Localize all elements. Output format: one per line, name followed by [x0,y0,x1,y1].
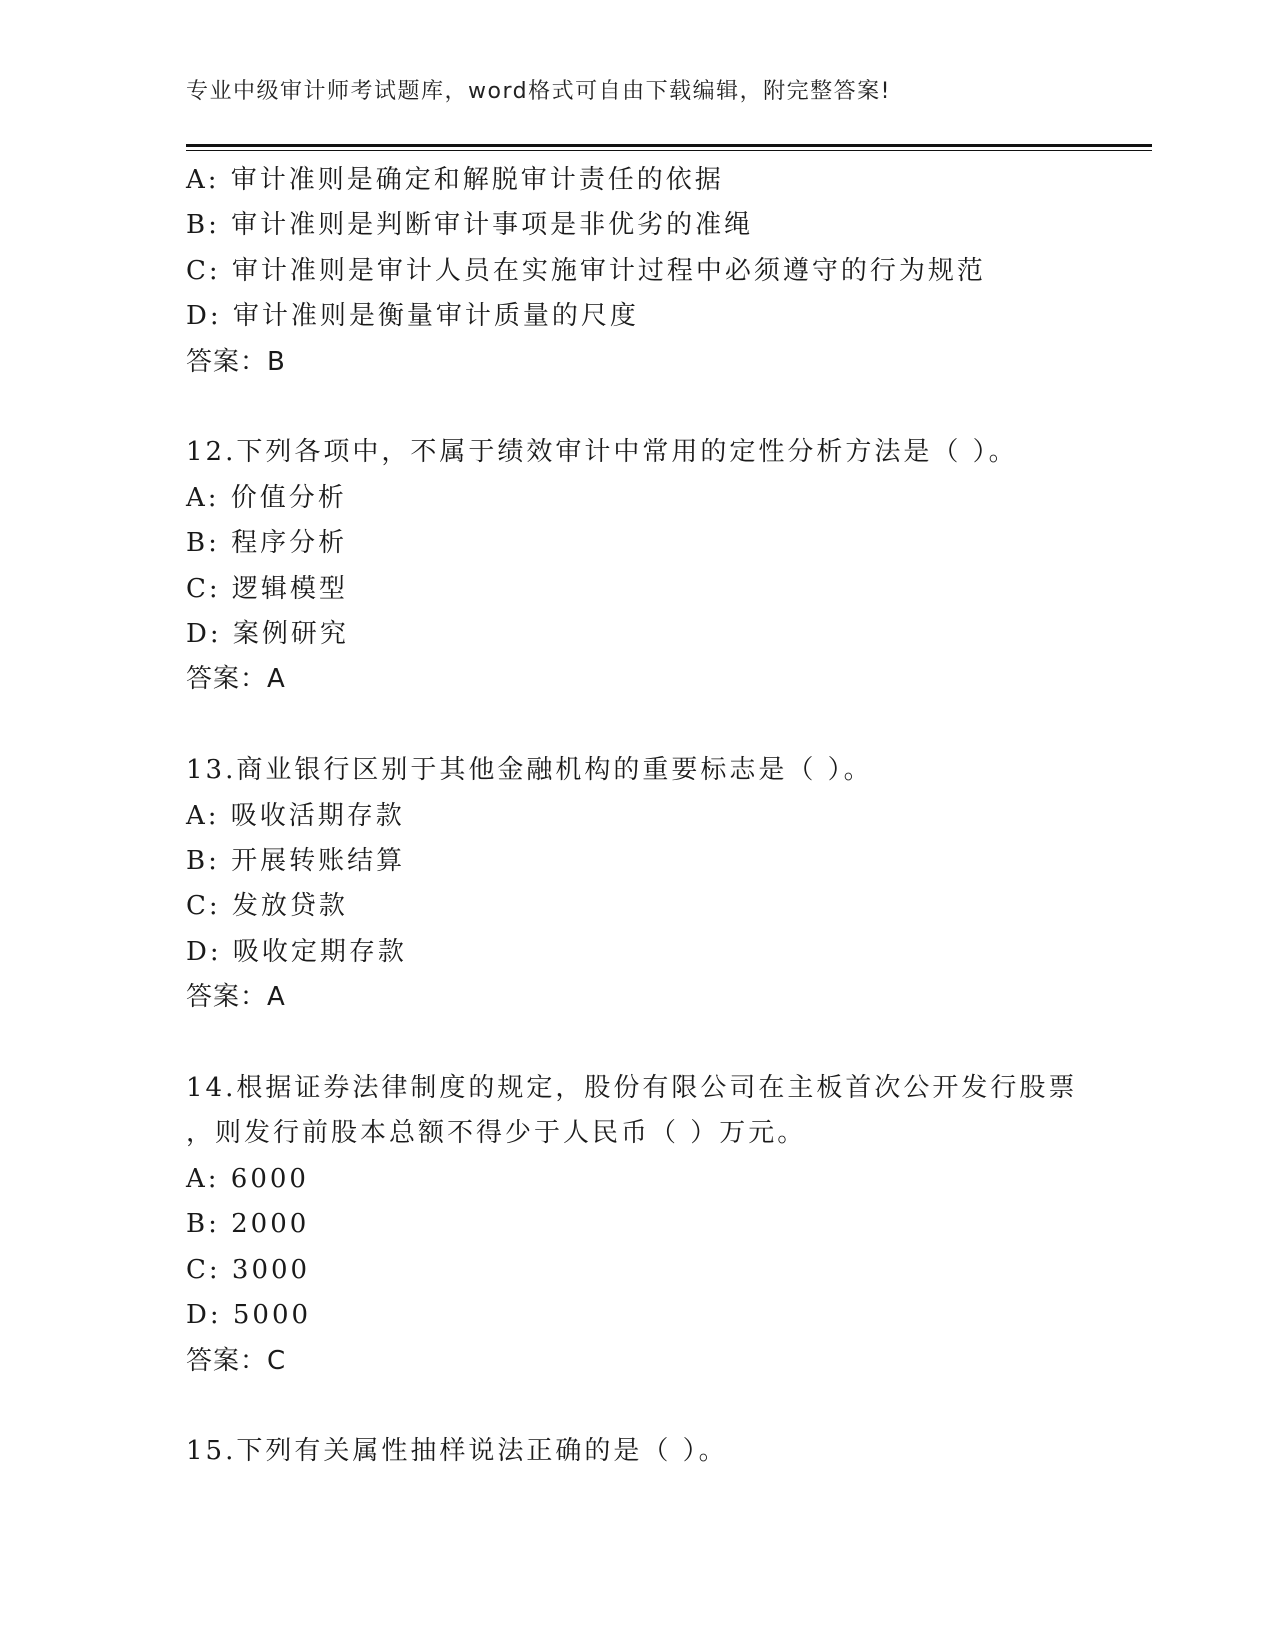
question-14 [186,1066,1086,1384]
header-rule-thick [186,144,1152,147]
question-stem-line-1: 14.根据证券法律制度的规定，股份有限公司在主板首次公开发行股票 [186,1073,1078,1104]
option-d: D: 案例研究 [186,619,349,650]
question-stem: 12.下列各项中，不属于绩效审计中常用的定性分析方法是（ ）。 [186,437,1018,468]
spacer [186,385,1086,430]
question-11-continued [186,158,1086,385]
answer: 答案：C [186,1345,287,1376]
question-12 [186,430,1086,702]
header-rule-thin [186,150,1152,151]
option-d: D: 吸收定期存款 [186,936,407,967]
question-stem: 15.下列有关属性抽样说法正确的是（ ）。 [186,1436,728,1467]
option-a: A: 吸收活期存款 [186,800,405,831]
option-a: A: 价值分析 [186,482,347,513]
question-stem: 13.商业银行区别于其他金融机构的重要标志是（ ）。 [186,755,873,786]
option-a: A: 6000 [186,1163,309,1194]
option-c: C: 审计准则是审计人员在实施审计过程中必须遵守的行为规范 [186,255,986,286]
option-d: D: 5000 [186,1300,312,1331]
header-note: 专业中级审计师考试题库，word格式可自由下载编辑，附完整答案! [186,79,891,104]
question-15 [186,1429,1086,1474]
option-b: B: 程序分析 [186,528,348,559]
option-c: C: 逻辑模型 [186,573,348,604]
spacer [186,703,1086,748]
option-d: D: 审计准则是衡量审计质量的尺度 [186,301,639,332]
option-c: C: 3000 [186,1254,311,1285]
answer: 答案：A [186,982,286,1013]
option-c: C: 发放贷款 [186,891,348,922]
option-b: B: 开展转账结算 [186,846,406,877]
spacer [186,1021,1086,1066]
question-stem-line-2: ，则发行前股本总额不得少于人民币（ ）万元。 [186,1118,807,1149]
option-a: A: 审计准则是确定和解脱审计责任的依据 [186,165,724,195]
answer: 答案：A [186,664,286,695]
option-b: B: 审计准则是判断审计事项是非优劣的准绳 [186,210,754,241]
spacer [186,1384,1086,1429]
question-13 [186,748,1086,1020]
option-b: B: 2000 [186,1209,310,1240]
answer: 答案：B [186,346,286,377]
question-list [186,158,1086,1475]
